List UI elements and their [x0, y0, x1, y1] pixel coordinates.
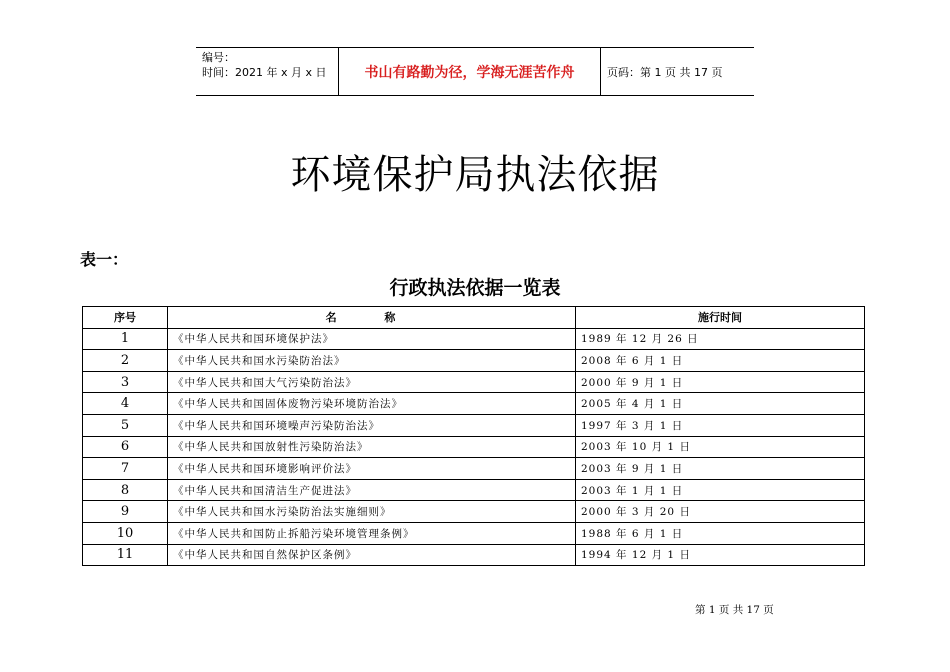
- law-name: 《中华人民共和国环境噪声污染防治法》: [168, 414, 576, 436]
- header-page-info: 页码：第 1 页 共 17 页: [607, 65, 723, 79]
- table-row: [83, 371, 865, 393]
- law-name: 《中华人民共和国防止拆船污染环境管理条例》: [168, 522, 576, 544]
- row-number: 7: [83, 458, 168, 480]
- table-row: [83, 544, 865, 566]
- column-header-name: [168, 307, 576, 329]
- row-number: 10: [83, 522, 168, 544]
- law-name: 《中华人民共和国环境保护法》: [168, 328, 576, 350]
- effective-date: 1989 年 12 月 26 日: [576, 328, 865, 350]
- table-body: [83, 328, 865, 566]
- code-label: 编号：: [202, 51, 235, 64]
- table-header-row: [83, 307, 865, 329]
- header-motto: 书山有路勤为径，学海无涯苦作舟: [339, 48, 601, 95]
- table-row: [83, 350, 865, 372]
- effective-date: 2005 年 4 月 1 日: [576, 393, 865, 415]
- effective-date: 1988 年 6 月 1 日: [576, 522, 865, 544]
- row-number: 6: [83, 436, 168, 458]
- column-header-date: 施行时间: [576, 307, 865, 329]
- law-name: 《中华人民共和国水污染防治法》: [168, 350, 576, 372]
- table-label: 表一：: [80, 250, 129, 269]
- effective-date: 2003 年 1 月 1 日: [576, 479, 865, 501]
- effective-date: 1997 年 3 月 1 日: [576, 414, 865, 436]
- law-name: 《中华人民共和国水污染防治法实施细则》: [168, 501, 576, 523]
- table-row: [83, 414, 865, 436]
- effective-date: 2000 年 9 月 1 日: [576, 371, 865, 393]
- law-name: 《中华人民共和国放射性污染防治法》: [168, 436, 576, 458]
- table-row: [83, 522, 865, 544]
- effective-date: 2003 年 10 月 1 日: [576, 436, 865, 458]
- table-row: [83, 479, 865, 501]
- row-number: 2: [83, 350, 168, 372]
- row-number: 1: [83, 328, 168, 350]
- law-name: 《中华人民共和国固体废物污染环境防治法》: [168, 393, 576, 415]
- row-number: 4: [83, 393, 168, 415]
- effective-date: 2003 年 9 月 1 日: [576, 458, 865, 480]
- column-header-name-text: 名 称: [325, 311, 418, 325]
- document-title: 环境保护局执法依据: [290, 152, 660, 198]
- row-number: 5: [83, 414, 168, 436]
- effective-date: 2008 年 6 月 1 日: [576, 350, 865, 372]
- column-header-no: 序号: [83, 307, 168, 329]
- header-meta: [196, 48, 339, 95]
- law-name: 《中华人民共和国清洁生产促进法》: [168, 479, 576, 501]
- row-number: 11: [83, 544, 168, 566]
- law-name: 《中华人民共和国环境影响评价法》: [168, 458, 576, 480]
- effective-date: 1994 年 12 月 1 日: [576, 544, 865, 566]
- row-number: 8: [83, 479, 168, 501]
- law-name: 《中华人民共和国自然保护区条例》: [168, 544, 576, 566]
- law-name: 《中华人民共和国大气污染防治法》: [168, 371, 576, 393]
- table-row: [83, 501, 865, 523]
- table-row: [83, 458, 865, 480]
- table-caption: 行政执法依据一览表: [389, 277, 561, 299]
- law-basis-table: [82, 306, 865, 566]
- page-footer: 第 1 页 共 17 页: [695, 604, 774, 616]
- row-number: 3: [83, 371, 168, 393]
- date-label: 时间：2021 年 x 月 x 日: [202, 66, 327, 79]
- row-number: 9: [83, 501, 168, 523]
- effective-date: 2000 年 3 月 20 日: [576, 501, 865, 523]
- table-row: [83, 393, 865, 415]
- table-row: [83, 436, 865, 458]
- table-row: [83, 328, 865, 350]
- document-header: [196, 47, 754, 96]
